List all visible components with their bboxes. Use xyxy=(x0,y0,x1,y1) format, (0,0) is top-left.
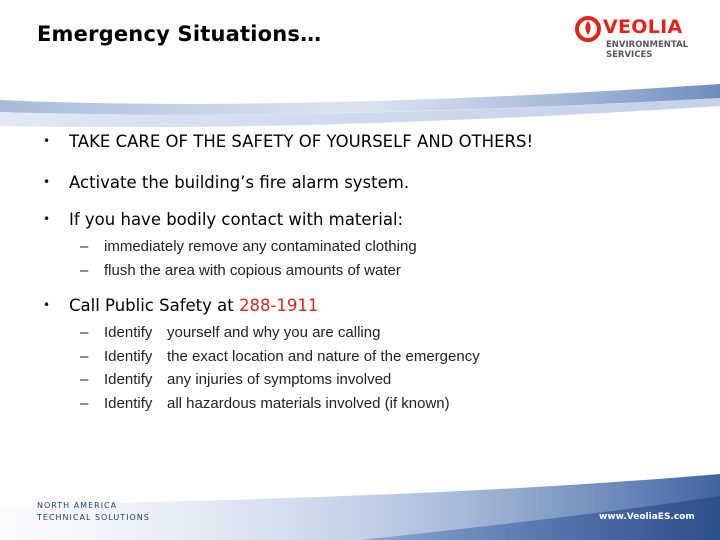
dash-marker: – xyxy=(80,324,89,341)
phone-number: 288-1911 xyxy=(238,296,319,315)
dash-marker: – xyxy=(80,238,89,255)
veolia-logo xyxy=(575,16,705,62)
sub-bullet-text: all hazardous materials involved (if known) xyxy=(167,395,450,412)
footer-line1: NORTH AMERICA xyxy=(37,501,118,510)
sub-bullet-text: yourself and why you are calling xyxy=(167,324,381,341)
dash-marker: – xyxy=(80,395,89,412)
bullet-item xyxy=(43,173,409,192)
dash-marker: – xyxy=(80,371,89,388)
dash-marker: – xyxy=(80,262,89,279)
bullet-text: Call Public Safety at xyxy=(69,296,239,315)
sub-bullet-item xyxy=(80,262,401,279)
veolia-flame-icon xyxy=(575,16,601,42)
sub-bullet-text: the exact location and nature of the emergency xyxy=(167,348,480,365)
sub-bullet-lead: Identify xyxy=(104,324,153,341)
bullet-item xyxy=(43,296,318,315)
logo-subtitle-line1: ENVIRONMENTAL xyxy=(606,40,689,50)
sub-bullet-item xyxy=(80,371,391,388)
dash-marker: – xyxy=(80,348,89,365)
bullet-marker: • xyxy=(43,175,51,189)
sub-bullet-item xyxy=(80,395,450,412)
logo-subtitle xyxy=(606,40,688,60)
bullet-text: TAKE CARE OF THE SAFETY OF YOURSELF AND OTHERS! xyxy=(69,132,534,151)
bullet-item xyxy=(43,210,403,229)
sub-bullet-text: immediately remove any contaminated clothing xyxy=(104,238,417,255)
footer-line2: TECHNICAL SOLUTIONS xyxy=(37,512,150,522)
header-swoosh-band xyxy=(0,78,720,130)
bullet-marker: • xyxy=(43,298,51,312)
sub-bullet-lead: Identify xyxy=(104,395,153,412)
footer-website-link[interactable]: www.VeoliaES.com xyxy=(599,512,695,522)
bullet-marker: • xyxy=(43,134,51,148)
logo-wordmark: VEOLIA xyxy=(603,16,683,38)
bullet-item xyxy=(43,132,533,151)
sub-bullet-lead: Identify xyxy=(104,371,153,388)
bullet-marker: • xyxy=(43,212,51,226)
sub-bullet-item xyxy=(80,324,380,341)
footer-division-label xyxy=(37,500,150,523)
sub-bullet-text: flush the area with copious amounts of water xyxy=(104,262,401,279)
page-title: Emergency Situations… xyxy=(37,22,322,46)
bullet-text: Activate the building’s fire alarm system. xyxy=(69,173,410,192)
sub-bullet-text: any injuries of symptoms involved xyxy=(167,371,392,388)
logo-subtitle-line2: SERVICES xyxy=(606,50,653,60)
sub-bullet-item xyxy=(80,348,480,365)
sub-bullet-lead: Identify xyxy=(104,348,153,365)
sub-bullet-item xyxy=(80,238,417,255)
bullet-text: If you have bodily contact with material: xyxy=(69,210,404,229)
